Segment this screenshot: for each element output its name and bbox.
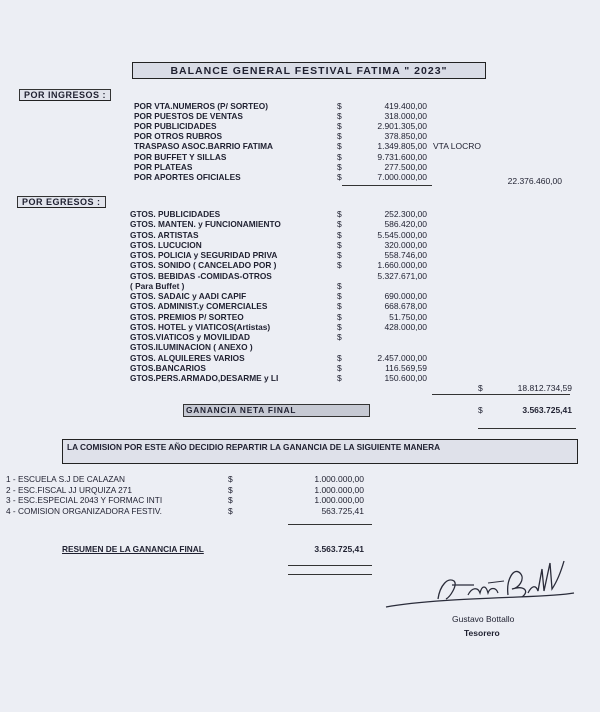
ingresos-sum-line xyxy=(342,185,432,186)
egreso-amount: 5.545.000,00 xyxy=(377,229,427,240)
egreso-currency: $ xyxy=(337,239,342,250)
egreso-label: GTOS. ALQUILERES VARIOS xyxy=(130,352,245,363)
egreso-amount: 668.678,00 xyxy=(384,301,427,312)
distribucion-sum-line xyxy=(288,524,372,525)
egreso-amount: 252.300,00 xyxy=(384,209,427,219)
ingreso-currency: $ xyxy=(337,131,342,142)
egreso-label: ( Para Buffet ) xyxy=(130,280,185,291)
egreso-currency: $ xyxy=(337,311,342,322)
egreso-amount: 51.750,00 xyxy=(389,311,427,322)
egreso-currency: $ xyxy=(337,250,342,260)
egreso-label: GTOS. SADAIC y AADI CAPIF xyxy=(130,291,247,301)
egreso-label: GTOS. HOTEL y VIATICOS(Artistas) xyxy=(130,321,271,332)
egresos-section-label: POR EGRESOS : xyxy=(17,196,106,208)
comision-box xyxy=(62,439,578,464)
egreso-amount: 2.457.000,00 xyxy=(377,352,427,363)
egreso-amount: 690.000,00 xyxy=(384,291,427,301)
resumen-line-2 xyxy=(288,574,372,575)
egreso-amount: 1.660.000,00 xyxy=(377,260,427,271)
comision-text: LA COMISION POR ESTE AÑO DECIDIO REPARTIR LA GANANCIA DE LA SIGUIENTE MANERA xyxy=(67,442,441,452)
ingreso-label: POR VTA.NUMEROS (P/ SORTEO) xyxy=(134,101,268,111)
ganancia-amount: 3.563.725,41 xyxy=(522,405,572,415)
distribucion-label: 4 - COMISION ORGANIZADORA FESTIV. xyxy=(6,505,162,516)
distribucion-label: 1 - ESCUELA S.J DE CALAZAN xyxy=(6,474,125,484)
egreso-currency: $ xyxy=(337,229,342,240)
egreso-label: GTOS. PUBLICIDADES xyxy=(130,209,221,219)
ganancia-currency: $ xyxy=(478,405,483,415)
ingreso-currency: $ xyxy=(337,101,342,111)
egreso-label: GTOS.VIATICOS y MOVILIDAD xyxy=(130,332,251,342)
resumen-label: RESUMEN DE LA GANANCIA FINAL xyxy=(62,544,204,554)
egreso-currency: $ xyxy=(337,301,342,312)
ingreso-label: TRASPASO ASOC.BARRIO FATIMA xyxy=(134,141,274,152)
ganancia-underline xyxy=(478,428,576,429)
egreso-currency: $ xyxy=(337,362,342,373)
egresos-total-currency: $ xyxy=(478,383,483,393)
egreso-currency: $ xyxy=(337,219,342,230)
ingreso-currency: $ xyxy=(337,141,342,152)
ingreso-note: VTA LOCRO xyxy=(433,141,482,152)
distribucion-amount: 1.000.000,00 xyxy=(314,474,364,484)
egreso-label: GTOS.BANCARIOS xyxy=(130,362,206,373)
firma-nombre: Gustavo Bottallo xyxy=(452,614,515,624)
ingreso-currency: $ xyxy=(337,111,342,122)
egreso-amount: 586.420,00 xyxy=(384,219,427,230)
egreso-currency: $ xyxy=(337,260,342,271)
egresos-sum-line xyxy=(432,394,570,395)
egreso-currency: $ xyxy=(337,321,342,332)
egreso-amount: 558.746,00 xyxy=(384,250,427,260)
ingreso-label: POR BUFFET Y SILLAS xyxy=(134,151,227,162)
ganancia-box xyxy=(183,404,370,417)
egreso-label: GTOS. MANTEN. y FUNCIONAMIENTO xyxy=(130,219,281,230)
ingresos-section-label: POR INGRESOS : xyxy=(19,89,111,101)
egreso-amount: 5.327.671,00 xyxy=(377,270,427,281)
egreso-label: GTOS.PERS.ARMADO,DESARME y LI xyxy=(130,373,279,383)
egreso-label: GTOS. BEBIDAS -COMIDAS-OTROS xyxy=(130,270,272,281)
distribucion-label: 3 - ESC.ESPECIAL 2043 Y FORMAC INTI xyxy=(6,495,163,505)
ingreso-amount: 7.000.000,00 xyxy=(377,171,427,182)
distribucion-currency: $ xyxy=(228,474,233,484)
distribucion-currency: $ xyxy=(228,484,233,495)
ingreso-currency: $ xyxy=(337,161,342,172)
ingreso-label: POR OTROS RUBROS xyxy=(134,131,223,142)
egreso-currency: $ xyxy=(337,352,342,363)
ingreso-amount: 318.000,00 xyxy=(384,111,427,122)
egreso-label: GTOS. SONIDO ( CANCELADO POR ) xyxy=(130,260,277,271)
ingreso-label: POR PLATEAS xyxy=(134,161,193,172)
ingreso-amount: 378.850,00 xyxy=(384,131,427,142)
distribucion-amount: 563.725,41 xyxy=(321,505,364,516)
ingreso-label: POR PUBLICIDADES xyxy=(134,121,217,132)
ingreso-amount: 419.400,00 xyxy=(384,101,427,111)
resumen-line-1 xyxy=(288,565,372,566)
ingreso-amount: 1.349.805,00 xyxy=(377,141,427,152)
ingreso-label: POR PUESTOS DE VENTAS xyxy=(134,111,243,122)
ingreso-amount: 277.500,00 xyxy=(384,161,427,172)
egreso-label: GTOS. POLICIA y SEGURIDAD PRIVA xyxy=(130,250,278,260)
distribucion-amount: 1.000.000,00 xyxy=(314,495,364,505)
egreso-label: GTOS. LUCUCION xyxy=(130,239,202,250)
distribucion-currency: $ xyxy=(228,505,233,516)
ingreso-amount: 9.731.600,00 xyxy=(377,151,427,162)
distribucion-label: 2 - ESC.FISCAL JJ URQUIZA 271 xyxy=(6,484,133,495)
firma-cargo: Tesorero xyxy=(464,628,500,638)
egreso-amount: 428.000,00 xyxy=(384,321,427,332)
egreso-amount: 320.000,00 xyxy=(384,239,427,250)
egreso-label: GTOS.ILUMINACION ( ANEXO ) xyxy=(130,342,253,353)
egreso-currency: $ xyxy=(337,332,342,342)
egreso-currency: $ xyxy=(337,291,342,301)
egreso-label: GTOS. PREMIOS P/ SORTEO xyxy=(130,311,244,322)
distribucion-currency: $ xyxy=(228,495,233,505)
distribucion-amount: 1.000.000,00 xyxy=(314,484,364,495)
ingreso-label: POR APORTES OFICIALES xyxy=(134,171,241,182)
egreso-label: GTOS. ADMINIST.y COMERCIALES xyxy=(130,301,268,312)
egreso-amount: 116.569,59 xyxy=(385,362,427,373)
ingreso-currency: $ xyxy=(337,171,342,182)
signature-drawing xyxy=(378,555,578,620)
ingreso-currency: $ xyxy=(337,121,342,132)
ganancia-label: GANANCIA NETA FINAL xyxy=(186,405,297,415)
ingreso-amount: 2.901.305,00 xyxy=(377,121,427,132)
egreso-currency: $ xyxy=(337,373,342,383)
resumen-amount: 3.563.725,41 xyxy=(314,544,364,554)
document-title: BALANCE GENERAL FESTIVAL FATIMA " 2023" xyxy=(132,62,486,79)
egresos-total: 18.812.734,59 xyxy=(517,383,572,393)
egreso-currency: $ xyxy=(337,209,342,219)
ingresos-total: 22.376.460,00 xyxy=(507,176,562,186)
egreso-currency: $ xyxy=(337,280,342,291)
egreso-label: GTOS. ARTISTAS xyxy=(130,229,199,240)
egreso-amount: 150.600,00 xyxy=(384,373,427,383)
ingreso-currency: $ xyxy=(337,151,342,162)
